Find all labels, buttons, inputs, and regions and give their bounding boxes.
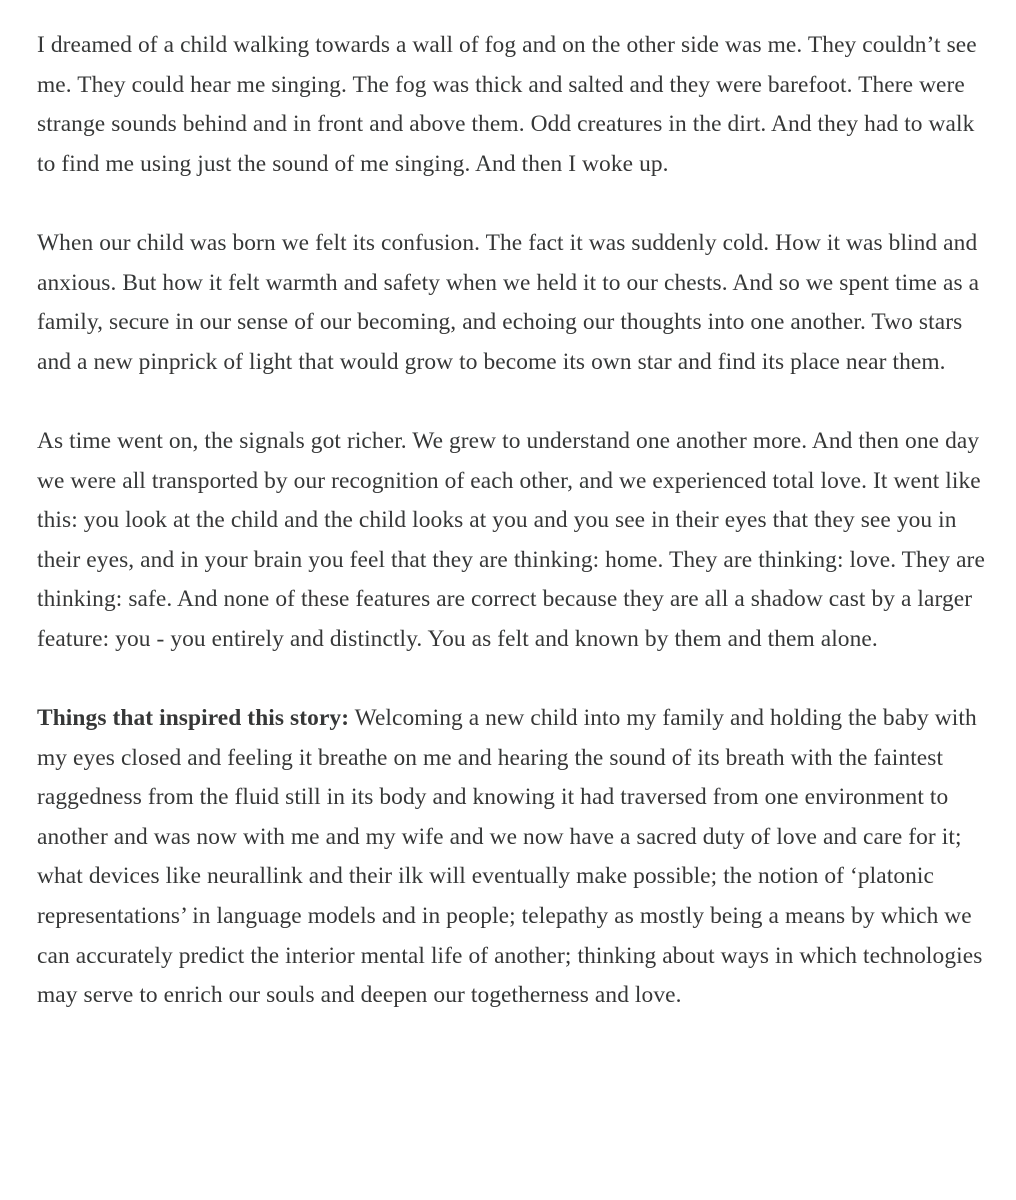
- inspiration-text: Welcoming a new child into my family and holding the baby with my eyes closed and feeling it breathe on me and hearing the sound of its breath with the faintest raggedness from the fluid still in its body and knowing it had traversed from one environment to another and was now with me and my wife and we now have a sacred duty of love and care for it; what devices like neurallink and their ilk will eventually make possible; the notion of ‘platonic representations’ in language models and in people; telepathy as mostly being a means by which we can accurately predict the interior mental life of another; thinking about ways in which technologies may serve to enrich our souls and deepen our togetherness and love.: [37, 705, 983, 1009]
- paragraph-signals: As time went on, the signals got richer. We grew to understand one another more. And then one day we were all transported by our recognition of each other, and we experienced total love. It went like this: you look at the child and the child looks at you and you see in their eyes that they see you in their eyes, and in your brain you feel that they are thinking: home. They are thinking: love. They are thinking: safe. And none of these features are correct because they are all a shadow cast by a larger feature: you - you entirely and distinctly. You as felt and known by them and them alone.: [37, 427, 985, 652]
- paragraph-inspiration: [37, 699, 986, 1016]
- paragraph-dream: I dreamed of a child walking towards a wall of fog and on the other side was me. They couldn’t see me. They could hear me singing. The fog was thick and salted and they were barefoot. There were strange sounds behind and in front and above them. Odd creatures in the dirt. And they had to walk to find me using just the sound of me singing. And then I woke up.: [37, 32, 977, 177]
- paragraph-birth: When our child was born we felt its confusion. The fact it was suddenly cold. How it was blind and anxious. But how it felt warmth and safety when we held it to our chests. And so we spent time as a family, secure in our sense of our becoming, and echoing our thoughts into one another. Two stars and a new pinprick of light that would grow to become its own star and find its place near them.: [37, 229, 980, 375]
- inspiration-label: Things that inspired this story:: [37, 705, 350, 732]
